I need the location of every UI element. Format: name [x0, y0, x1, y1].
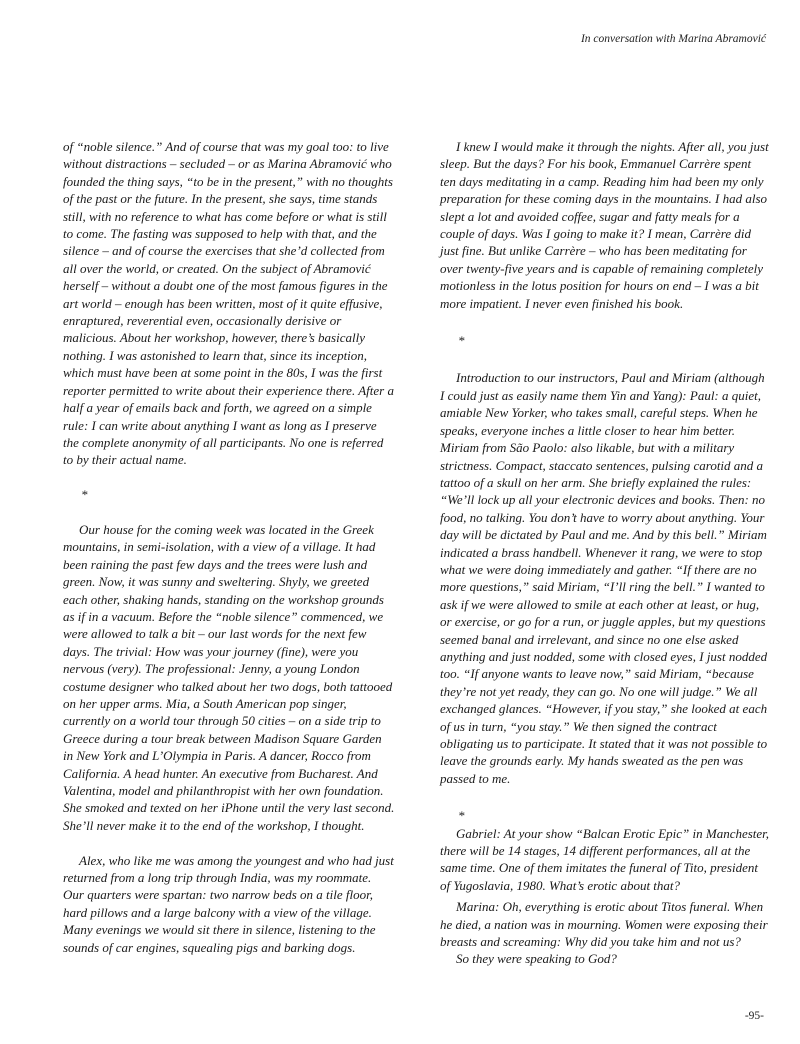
section-separator: *	[458, 333, 465, 349]
right-column	[440, 138, 770, 968]
left-column	[63, 138, 395, 956]
paragraph: Alex, who like me was among the youngest and who had just returned from a long trip through India, was my roommate. Our quarters were spartan: two narrow beds on a tile floor, hard pillows and a large balcony with a view of the village. Many evenings we would sit there in silence, listening to the sounds of car engines, squealing pigs and barking dogs.	[63, 852, 394, 955]
paragraph: of “noble silence.” And of course that was my goal too: to live without distractions – secluded – or as Marina Abramović who founded the thing says, “to be in the present,” with no thoughts of the past or the future. In the present, she says, time stands still, with no reference to what has come before or what is still to come. The fasting was supposed to help with that, and the silence – and of course the exercises that she’d collected from all over the world, or created. On the subject of Abramović herself – without a doubt one of the most famous figures in the art world – enough has been written, most of it quite effusive, enraptured, reverential even, occasionally derisive or malicious. About her workshop, however, there’s basically nothing. I was astonished to learn that, since its inception, which must have been at some point in the 80s, I was the first reporter permitted to write about their experience there. After a half a year of emails back and forth, we agreed on a simple rule: I can write about anything I want as long as I preserve the complete anonymity of all participants. No one is referred to by their actual name.	[63, 139, 394, 468]
section-separator: *	[458, 808, 465, 824]
section-separator: *	[81, 487, 88, 503]
paragraph: Marina: Oh, everything is erotic about Titos funeral. When he died, a nation was in mourning. Women were exposing their breasts and screaming: Why did you take him and not us?	[440, 899, 768, 950]
page-number: -95-	[744, 1010, 764, 1022]
paragraph: Gabriel: At your show “Balcan Erotic Epic” in Manchester, there will be 14 stages, 14 different performances, all at the same time. One of them imitates the funeral of Tito, president of Yugoslavia, 1980. What’s erotic about that?	[440, 825, 770, 893]
running-header: In conversation with Marina Abramović	[580, 33, 766, 45]
paragraph: Introduction to our instructors, Paul and Miriam (although I could just as easily name them Yin and Yang): Paul: a quiet, amiable New Yorker, who takes small, careful steps. When he speaks, everyone inches a little closer to hear him better. Miriam from São Paolo: also likable, but with a military strictness. Compact, staccato sentences, pulsing carotid and a tattoo of a skull on her arm. She briefly explained the rules: “We’ll lock up all your electronic devices and books. Then: no food, no talking. You don’t have to worry about anything. Your day will be dictated by Paul and me. And by this bell.” Miriam indicated a brass handbell. Whenever it rang, we were to stop what we were doing immediately and gather. “If there are no more questions,” said Miriam, “I’ll ring the bell.” I wanted to ask if we were allowed to smile at each other at least, or hug, or exercise, or go for a run, or juggle apples, but my questions seemed banal and irrelevant, and since no one else asked anything and just nodded, some with closed eyes, I just nodded too. “If anyone wants to leave now,” said Miriam, “because they’re not yet ready, they can go. No one will judge.” We all exchanged glances. “However, if you stay,” she looked at each of us in turn, “you stay.” We then signed the contract obligating us to participate. It stated that it was not possible to leave the grounds early. My hands sweated as the pen was passed to me.	[440, 370, 768, 786]
paragraph: I knew I would make it through the nights. After all, you just sleep. But the days? For his book, Emmanuel Carrère spent ten days meditating in a camp. Reading him had been my only preparation for these coming days in the mountains. I had also slept a lot and avoided coffee, sugar and fatty meals for a couple of days. Was I going to make it? I mean, Carrère did just fine. But unlike Carrère – who has been meditating for over twenty-five years and is capable of remaining completely motionless in the lotus position for hours on end – I was a bit more impatient. I never even finished his book.	[440, 139, 769, 311]
paragraph: Our house for the coming week was located in the Greek mountains, in semi-isolation, with a view of a village. It had been raining the past few days and the trees were lush and green. Now, it was sunny and sweltering. Shyly, we greeted each other, shaking hands, standing on the workshop grounds as if in a vacuum. Before the “noble silence” commenced, we were allowed to talk a bit – our last words for the next few days. The trivial: How was your journey (fine), were you nervous (very). The professional: Jenny, a young London costume designer who talked about her two dogs, both tattooed on her upper arms. Mia, a South American pop singer, currently on a world tour through 50 cities – on a side trip to Greece during a tour break between Madison Square Garden in New York and L’Olympia in Paris. A dancer, Rocco from California. A head hunter. An executive from Bucharest. And Valentina, model and philanthropist with her own foundation. She smoked and texted on her iPhone until the very last second. She’ll never make it to the end of the workshop, I thought.	[63, 521, 395, 833]
paragraph: So they were speaking to God?	[456, 951, 617, 967]
